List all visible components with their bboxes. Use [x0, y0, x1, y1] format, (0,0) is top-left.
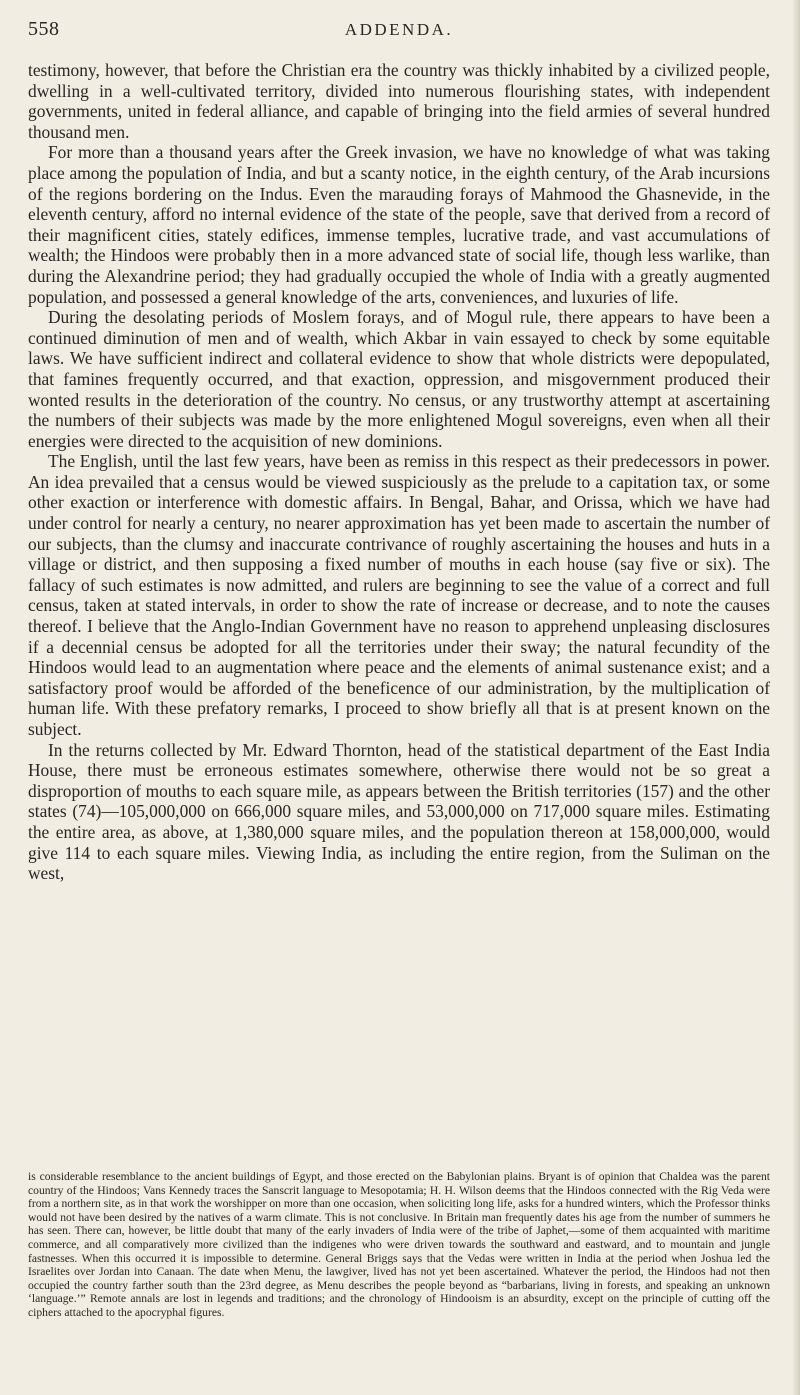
page-number: 558	[28, 18, 60, 40]
body-text	[28, 60, 770, 884]
page-edge-shadow	[792, 0, 800, 1395]
page-header	[28, 18, 770, 48]
paragraph: During the desolating periods of Moslem forays, and of Mogul rule, there appears to have been a continued diminution of men and of wealth, which Akbar in vain essayed to check by some equitable laws. We have sufficient indirect and collateral evidence to show that whole districts were depopulated, that famines frequently occurred, and that exaction, oppression, and misgovernment produced their wonted results in the deterioration of the country. No census, or any trustworthy attempt at ascertaining the numbers of their subjects was made by the more enlightened Mogul sovereigns, even when all their energies were directed to the acquisition of new dominions.	[28, 307, 770, 451]
paragraph: For more than a thousand years after the Greek invasion, we have no knowledge of what was taking place among the population of India, and but a scanty notice, in the eighth century, of the Arab incursions of the regions bordering on the Indus. Even the marauding forays of Mahmood the Ghasnevide, in the eleventh century, afford no internal evidence of the state of the people, save that derived from a record of their magnificent cities, stately edifices, immense temples, lucrative trade, and vast accumulations of wealth; the Hindoos were probably then in a more advanced state of social life, though less warlike, than during the Alexandrine period; they had gradually occupied the whole of India with a greatly augmented population, and possessed a general knowledge of the arts, conveniences, and luxuries of life.	[28, 142, 770, 307]
paragraph: In the returns collected by Mr. Edward Thornton, head of the statistical department of the East India House, there must be erroneous estimates somewhere, otherwise there would not be so great a disproportion of mouths to each square mile, as appears between the British territories (157) and the other states (74)—105,000,000 on 666,000 square miles, and 53,000,000 on 717,000 square miles. Estimating the entire area, as above, at 1,380,000 square miles, and the population thereon at 158,000,000, would give 114 to each square miles. Viewing India, as including the entire region, from the Suliman on the west,	[28, 739, 770, 884]
paragraph: The English, until the last few years, have been as remiss in this respect as their predecessors in power. An idea prevailed that a census would be viewed suspiciously as the prelude to a capitation tax, or some other exaction or interference with domestic affairs. In Bengal, Bahar, and Orissa, which we have had under control for nearly a century, no nearer approximation has yet been made to ascertain the number of our subjects, than the clumsy and inaccurate contrivance of roughly ascertaining the houses and huts in a village or district, and then supposing a fixed number of mouths in each house (say five or six). The fallacy of such estimates is now admitted, and rulers are beginning to see the value of a correct and full census, taken at stated intervals, in order to show the rate of increase or decrease, and to note the causes thereof. I believe that the Anglo-Indian Government have no reason to apprehend unpleasing disclosures if a decennial census be adopted for all the territories under their sway; the natural fecundity of the Hindoos would lead to an augmentation where peace and the elements of animal sustenance exist; and a satisfactory proof would be afforded of the beneficence of our administration, by the multiplication of human life. With these prefatory remarks, I proceed to show briefly all that is at present known on the subject.	[28, 451, 770, 739]
footnote	[28, 1170, 770, 1320]
paragraph: testimony, however, that before the Christian era the country was thickly inhabited by a civilized people, dwelling in a well-cultivated territory, divided into numerous flourishing states, with independent governments, united in federal alliance, and capable of bringing into the field armies of several hundred thousand men.	[28, 60, 770, 142]
footnote-text: is considerable resemblance to the ancient buildings of Egypt, and those erected on the Babylonian plains. Bryant is of opinion that Chaldea was the parent country of the Hindoos; Vans Kennedy traces the Sanscrit language to Mesopotamia; H. H. Wilson deems that the Hindoos connected with the Rig Veda were from a northern site, as in that work the worshipper on more than one occasion, when soliciting long life, asks for a hundred winters, which the Professor thinks would not have been desired by the natives of a warm climate. This is not conclusive. In Britain man frequently dates his age from the number of summers he has seen. There can, however, be little doubt that many of the early invaders of India were of the tribe of Japhet,—some of them acquainted with maritime commerce, and all comparatively more civilized than the indigenes who were driven towards the southward and eastward, and to mountain and jungle fastnesses. When this occurred it is impossible to determine. General Briggs says that the Vedas were written in India at the period when Joshua led the Israelites over Jordan into Canaan. The date when Menu, the lawgiver, lived has not yet been ascertained. Whatever the period, the Hindoos had not then occupied the country farther south than the 23rd degree, as Menu describes the people beyond as “barbarians, living in forests, and speaking an unknown ‘language.’” Remote annals are lost in legends and traditions; and the chronology of Hindooism is an absurdity, except on the principle of cutting off the ciphers attached to the apocryphal figures.	[28, 1170, 770, 1319]
running-head: ADDENDA.	[344, 20, 454, 39]
